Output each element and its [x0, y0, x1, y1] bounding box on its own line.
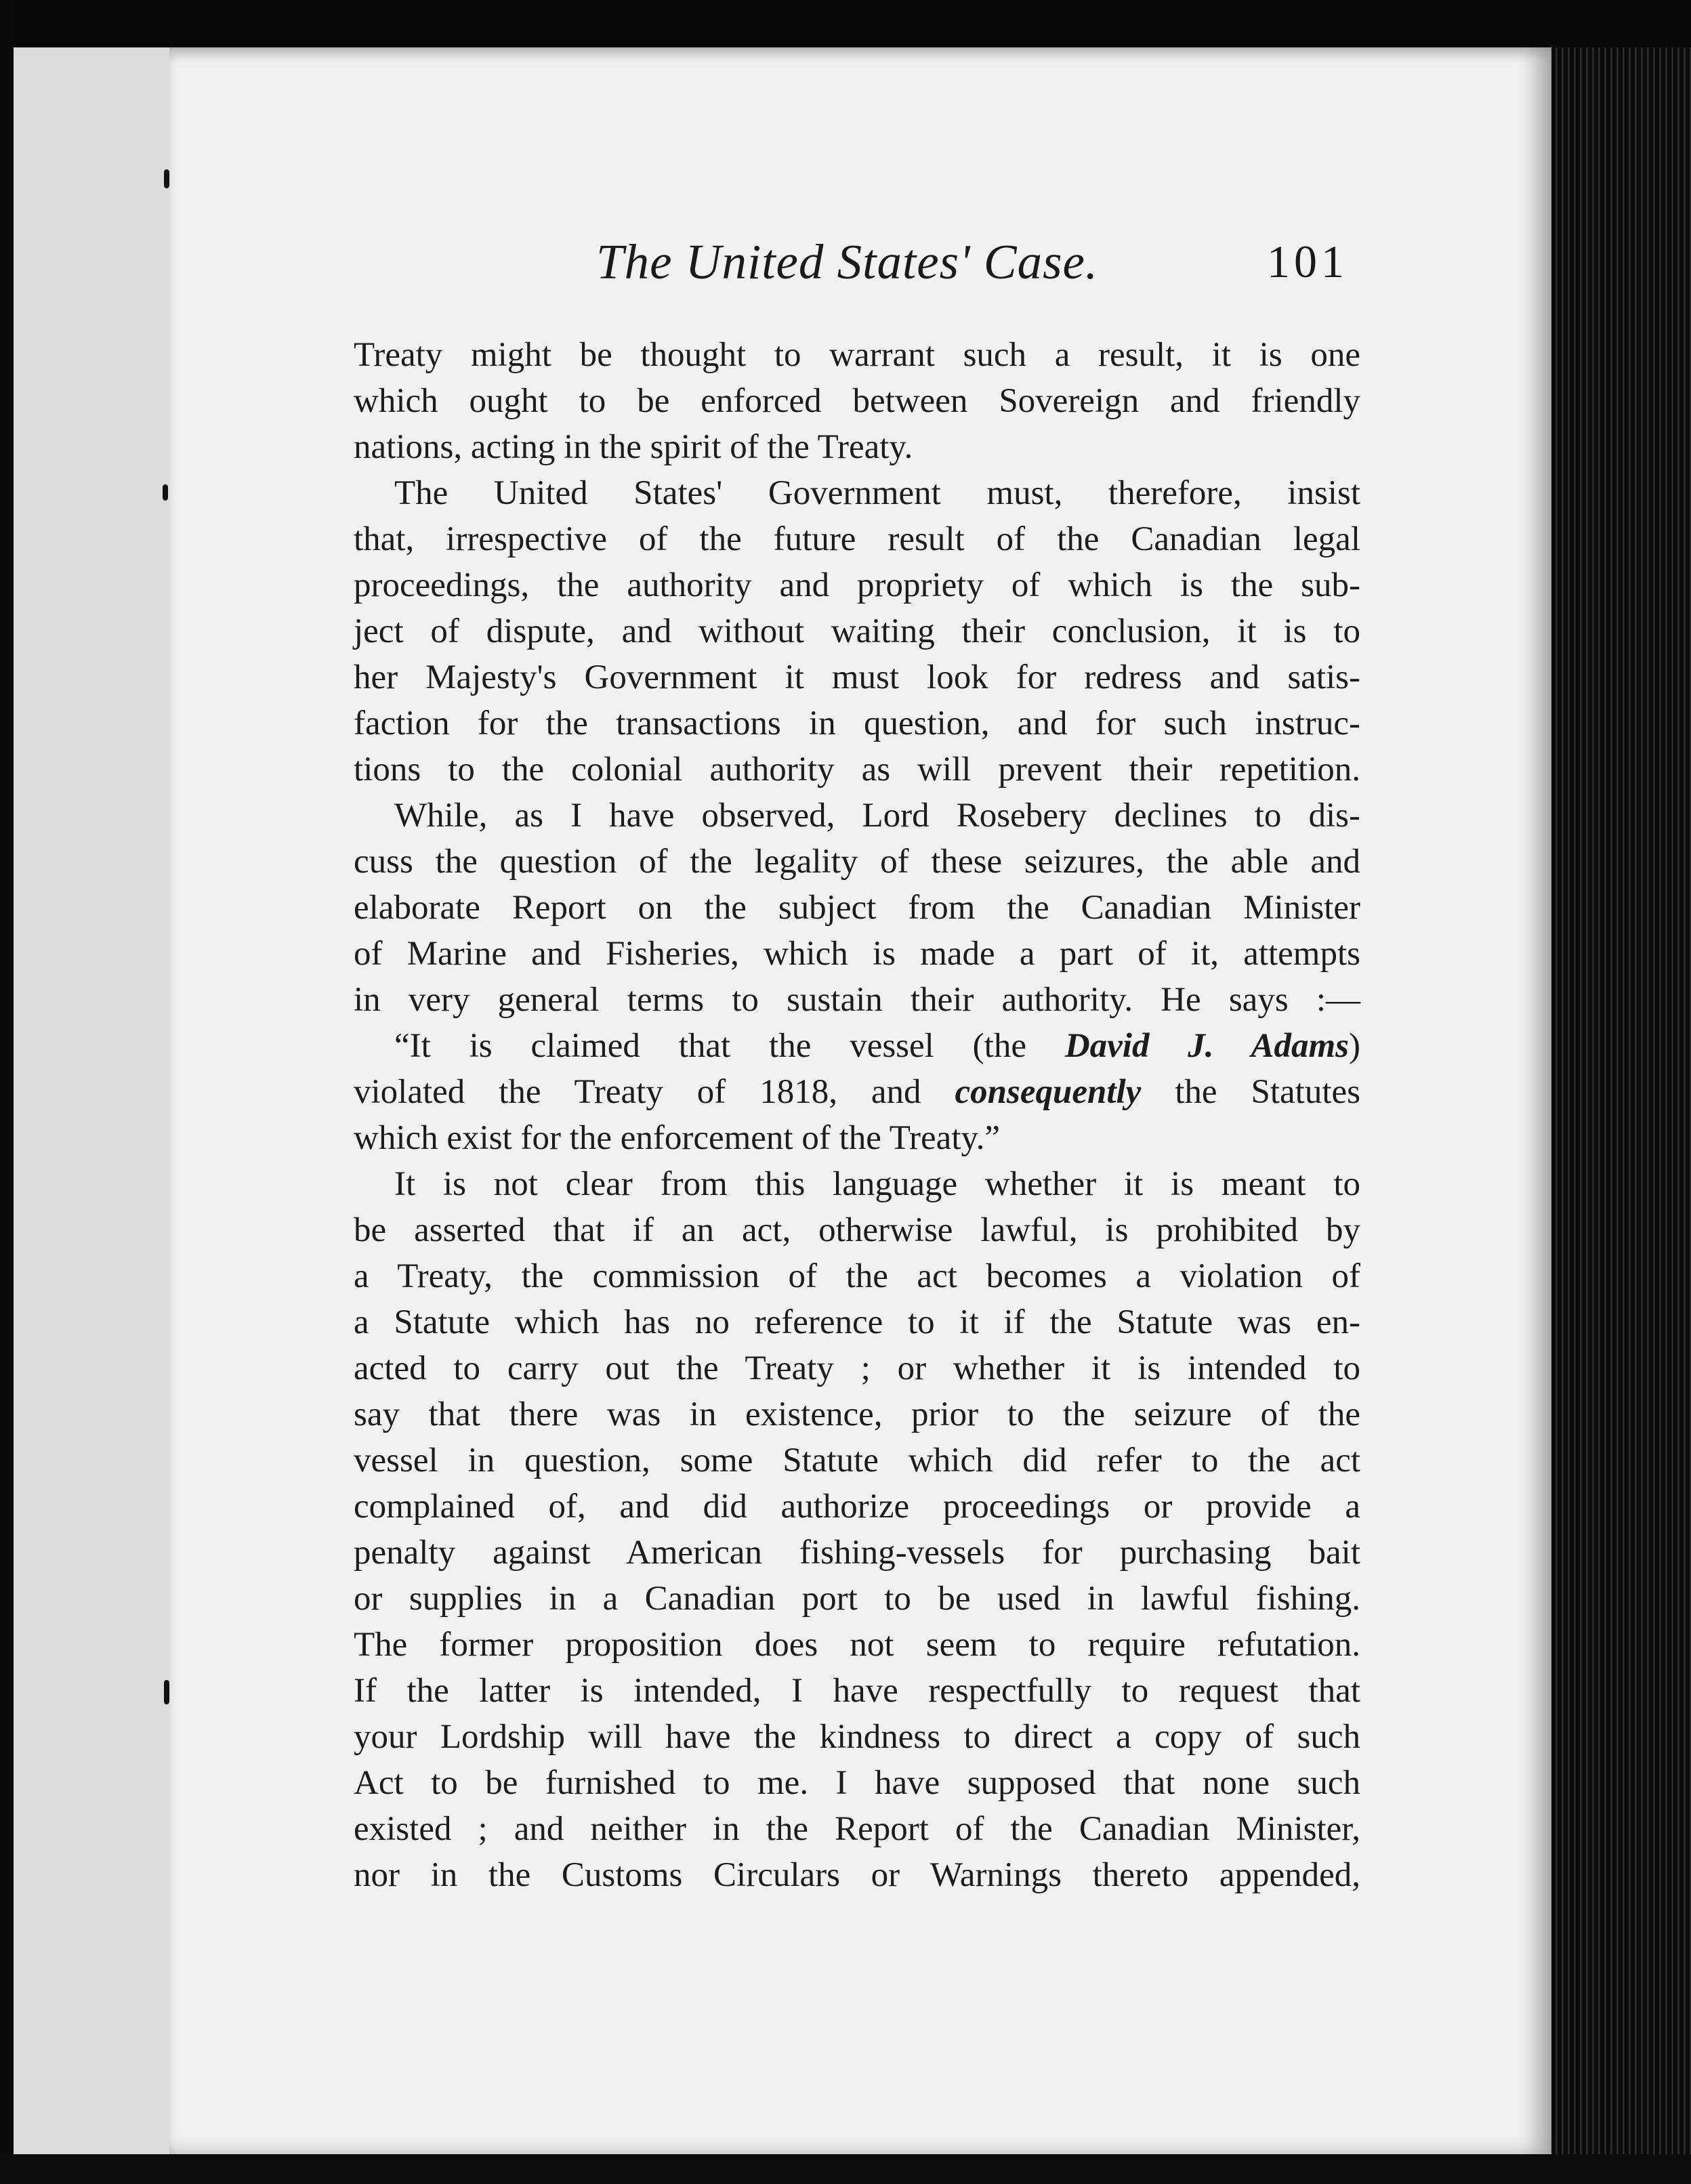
text-line: that, irrespective of the future result of the Canadian legal [354, 520, 1360, 558]
text-line: If the latter is intended, I have respectfully to request that [354, 1672, 1360, 1710]
scan-top-border [0, 0, 1691, 47]
text-line: vessel in question, some Statute which did refer to the act [354, 1442, 1360, 1479]
text-line: a Treaty, the commission of the act becomes a violation of [354, 1257, 1360, 1295]
text-line: The former proposition does not seem to require refutation. [354, 1626, 1360, 1664]
quote-text: ) [1349, 1027, 1361, 1065]
text-line: her Majesty's Government it must look for redress and satis- [354, 658, 1360, 696]
text-line: ject of dispute, and without waiting their conclusion, it is to [354, 612, 1360, 650]
facing-page-edge [14, 47, 171, 2154]
quote-line [354, 1023, 1360, 1069]
text-line: say that there was in existence, prior to the seizure of the [354, 1395, 1360, 1433]
text-line: penalty against American fishing-vessels for purchasing bait [354, 1534, 1360, 1572]
text-line: nor in the Customs Circulars or Warnings thereto appended, [354, 1856, 1360, 1894]
text-line: which ought to be enforced between Sovereign and friendly [354, 382, 1360, 420]
text-line: proceedings, the authority and propriety of which is the sub- [354, 566, 1360, 604]
text-line: cuss the question of the legality of these seizures, the able and [354, 843, 1360, 881]
text-line: The United States' Government must, therefore, insist [394, 474, 1360, 512]
block-quote [354, 1023, 1360, 1161]
quote-line [354, 1069, 1360, 1115]
paragraph [354, 332, 1360, 470]
text-line: Act to be furnished to me. I have supposed that none such [354, 1764, 1360, 1802]
text-line: or supplies in a Canadian port to be used in lawful fishing. [354, 1580, 1360, 1618]
paragraph [354, 470, 1360, 793]
vessel-name: David J. Adams [1064, 1027, 1350, 1065]
text-line: It is not clear from this language whether it is meant to [394, 1165, 1360, 1203]
text-line: elaborate Report on the subject from the Canadian Minister [354, 889, 1360, 927]
paragraph [354, 793, 1360, 1023]
text-line: While, as I have observed, Lord Rosebery declines to dis- [394, 797, 1360, 835]
text-line: acted to carry out the Treaty ; or whether it is intended to [354, 1349, 1360, 1387]
body-text [354, 332, 1360, 1898]
text-line: your Lordship will have the kindness to direct a copy of such [354, 1718, 1360, 1756]
text-line: nations, acting in the spirit of the Treaty. [354, 428, 913, 466]
text-line: a Statute which has no reference to it if the Statute was en- [354, 1303, 1360, 1341]
emphasis-consequently: consequently [955, 1073, 1142, 1111]
paragraph [354, 1161, 1360, 1898]
text-line: faction for the transactions in question, and for such instruc- [354, 705, 1360, 742]
text-line: existed ; and neither in the Report of the Canadian Minister, [354, 1810, 1360, 1848]
quote-text: the Statutes [1141, 1073, 1360, 1111]
binding-mark [164, 1680, 169, 1704]
binding-mark [163, 484, 168, 501]
scan-left-border [0, 0, 14, 2184]
page-number: 101 [1267, 236, 1348, 287]
book-page-edges [1551, 47, 1691, 2184]
text-line: be asserted that if an act, otherwise lawful, is prohibited by [354, 1211, 1360, 1249]
text-line: complained of, and did authorize proceedings or provide a [354, 1488, 1360, 1526]
quote-text: violated the Treaty of 1818, and [354, 1073, 955, 1111]
running-title: The United States' Case. [596, 234, 1099, 289]
text-line: in very general terms to sustain their authority. He says :— [354, 981, 1360, 1019]
text-line: Treaty might be thought to warrant such a result, it is one [354, 336, 1360, 374]
text-line: of Marine and Fisheries, which is made a part of it, attempts [354, 935, 1360, 973]
text-line: tions to the colonial authority as will prevent their repetition. [354, 751, 1360, 789]
quote-text: “It is claimed that the vessel (the [394, 1027, 1065, 1065]
scan-bottom-border [0, 2154, 1691, 2184]
quote-line: which exist for the enforcement of the Treaty.” [354, 1119, 1001, 1157]
binding-mark [164, 169, 169, 188]
running-head [352, 234, 1348, 301]
